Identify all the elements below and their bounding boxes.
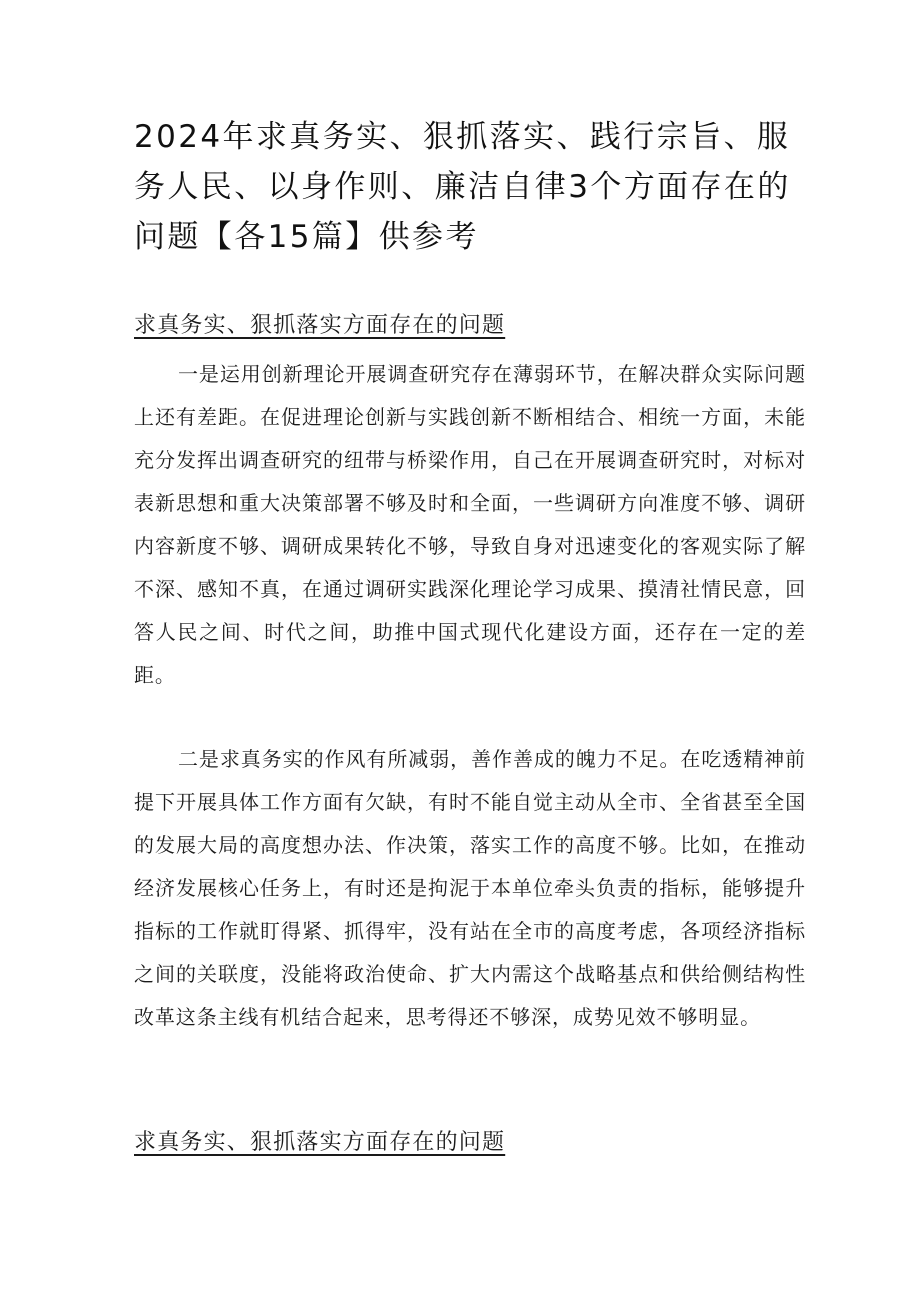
body-paragraph: 二是求真务实的作风有所减弱，善作善成的魄力不足。在吃透精神前提下开展具体工作方面有欠缺，有时不能自觉主动从全市、全省甚至全国的发展大局的高度想办法、作决策，落实工作的高度不够。比如，在推动经济发展核心任务上，有时还是拘泥于本单位牵头负责的指标，能够提升指标的工作就盯得紧、抓得牢，没有站在全市的高度考虑，各项经济指标之间的关联度，没能将政治使命、扩大内需这个战略基点和供给侧结构性改革这条主线有机结合起来，思考得还不够深，成势见效不够明显。 xyxy=(134,747,806,1029)
document-title: 2024年求真务实、狠抓落实、践行宗旨、服务人民、以身作则、廉洁自律3个方面存在的问题【各15篇】供参考 xyxy=(134,119,791,255)
section-heading: 求真务实、狠抓落实方面存在的问题 xyxy=(134,1130,506,1155)
body-paragraph: 一是运用创新理论开展调查研究存在薄弱环节，在解决群众实际问题上还有差距。在促进理论创新与实践创新不断相结合、相统一方面，未能充分发挥出调查研究的纽带与桥梁作用，自己在开展调查研究时，对标对表新思想和重大决策部署不够及时和全面，一些调研方向准度不够、调研内容新度不够、调研成果转化不够，导致自身对迅速变化的客观实际了解不深、感知不真，在通过调研实践深化理论学习成果、摸清社情民意，回答人民之间、时代之间，助推中国式现代化建设方面，还存在一定的差距。 xyxy=(134,362,806,687)
section-heading: 求真务实、狠抓落实方面存在的问题 xyxy=(134,313,506,338)
